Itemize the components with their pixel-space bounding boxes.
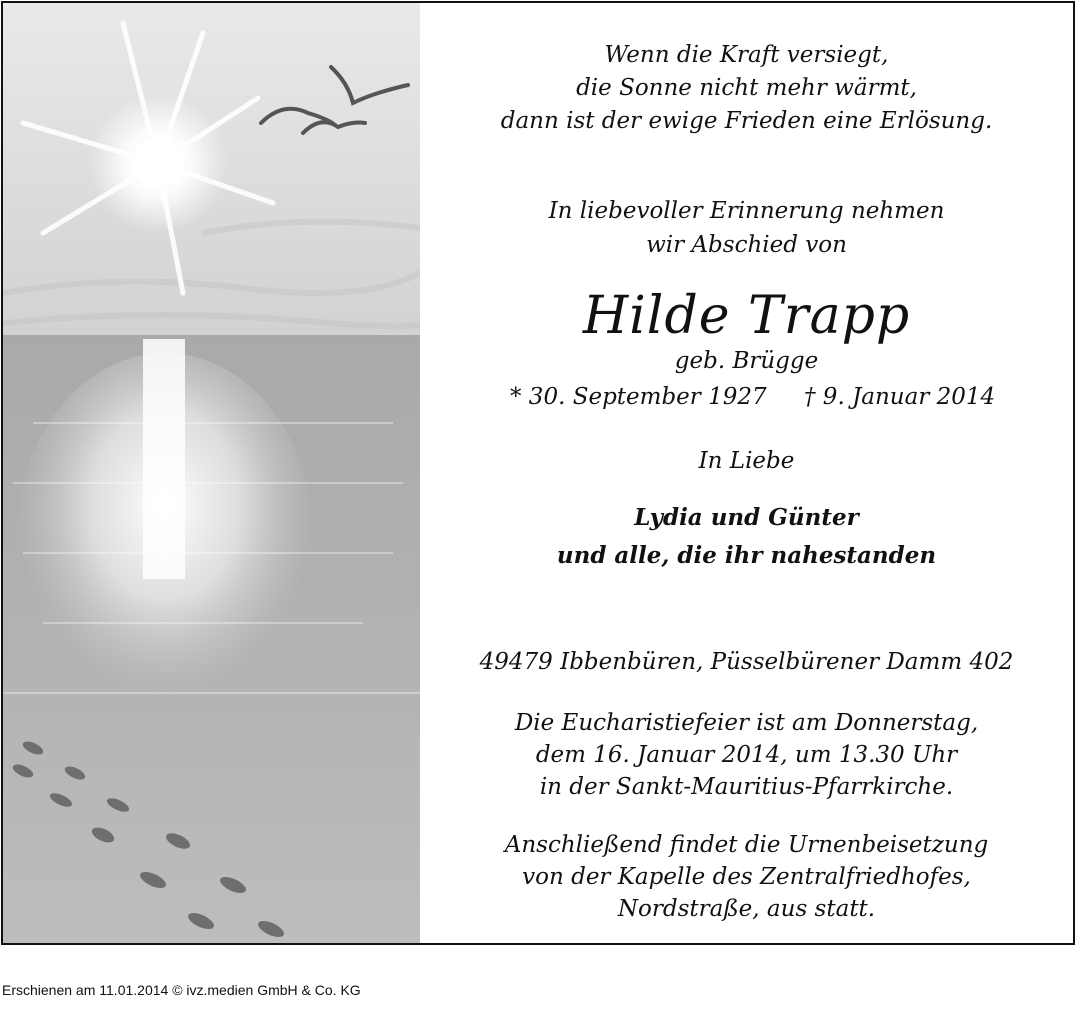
death-date: † 9. Januar 2014	[804, 384, 996, 410]
intro-line: wir Abschied von	[646, 232, 847, 258]
mourners	[420, 499, 1073, 575]
intro	[420, 194, 1073, 262]
burial-line: Anschließend findet die Urnenbeisetzung	[504, 832, 989, 858]
service-line: Die Eucharistiefeier ist am Donnerstag,	[514, 710, 979, 736]
publication-footer: Erschienen am 11.01.2014 © ivz.medien GmbH & Co. KG	[2, 982, 361, 998]
mourner-line: und alle, die ihr nahestanden	[556, 542, 937, 569]
service-line: dem 16. Januar 2014, um 13.30 Uhr	[535, 742, 958, 768]
obituary-text	[420, 3, 1073, 943]
deceased-name: Hilde Trapp	[582, 286, 911, 346]
poem-line: Wenn die Kraft versiegt,	[604, 42, 889, 68]
closing: In Liebe	[698, 448, 795, 474]
service-info	[420, 707, 1073, 803]
poem-line: die Sonne nicht mehr wärmt,	[576, 75, 917, 101]
poem	[420, 39, 1073, 138]
burial-line: Nordstraße, aus statt.	[617, 896, 876, 922]
obituary-ad	[1, 1, 1075, 945]
birth-date: * 30. September 1927	[510, 384, 767, 410]
service-line: in der Sankt-Mauritius-Pfarrkirche.	[539, 774, 954, 800]
burial-line: von der Kapelle des Zentralfriedhofes,	[522, 864, 971, 890]
burial-info	[420, 829, 1073, 925]
sun-over-sea-image	[3, 3, 420, 943]
poem-line: dann ist der ewige Frieden eine Erlösung.	[500, 108, 993, 134]
birth-name: geb. Brügge	[674, 348, 819, 374]
address: 49479 Ibbenbüren, Püsselbürener Damm 402	[479, 649, 1014, 675]
intro-line: In liebevoller Erinnerung nehmen	[548, 198, 945, 224]
mourner-line: Lydia und Günter	[634, 504, 859, 531]
